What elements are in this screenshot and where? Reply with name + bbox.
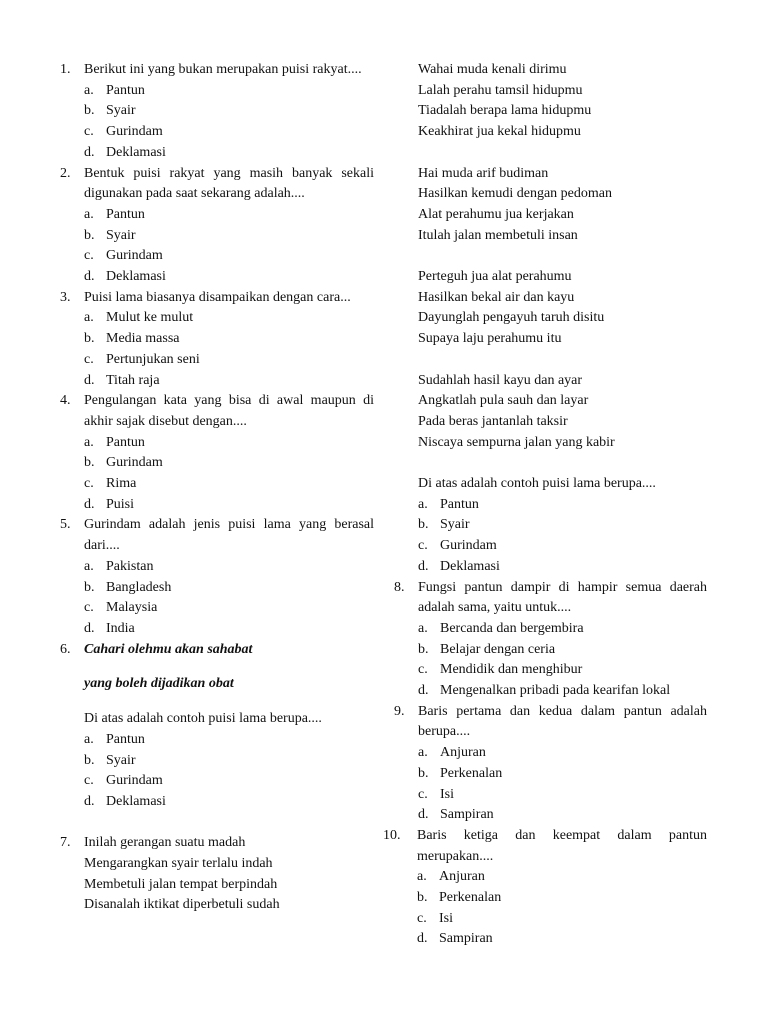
option-c (418, 660, 707, 681)
option-text: Mengenalkan pribadi pada kearifan lokal (440, 683, 671, 699)
option-letter: c. (418, 538, 428, 554)
verse-line: Dayunglah pengayuh taruh disitu (418, 310, 605, 326)
option-letter: d. (84, 496, 95, 512)
question-number: 10. (383, 827, 401, 843)
option-text: Deklamasi (440, 558, 500, 574)
option-b (418, 515, 707, 536)
stanza-3 (418, 164, 707, 247)
verse-line: Membetuli jalan tempat berpindah (84, 876, 278, 892)
verse-line: Disanalah iktikat diperbetuli sudah (84, 897, 280, 913)
option-letter: a. (418, 496, 428, 512)
verse-line: Perteguh jua alat perahumu (418, 269, 572, 284)
option-d (84, 371, 374, 392)
option-c (84, 598, 374, 619)
option-text: Isi (440, 786, 454, 802)
option-text: Syair (440, 517, 470, 533)
option-c (417, 909, 707, 930)
option-letter: b. (84, 227, 95, 243)
question-7 (60, 833, 374, 916)
option-letter: d. (84, 269, 95, 285)
option-text: Belajar dengan ceria (440, 641, 556, 657)
question-number: 8. (394, 579, 405, 595)
option-text: Malaysia (106, 600, 158, 616)
question-3 (60, 288, 374, 392)
option-letter: a. (417, 869, 427, 885)
option-letter: d. (84, 620, 95, 636)
option-b (84, 101, 374, 122)
option-letter: c. (84, 773, 94, 789)
option-text: Puisi (106, 496, 135, 512)
option-letter: d. (418, 558, 429, 574)
option-c (84, 350, 374, 371)
option-b (84, 578, 374, 599)
option-letter: b. (418, 517, 429, 533)
verse-line: Hasilkan bekal air dan kayu (418, 289, 575, 305)
option-a (84, 205, 374, 226)
question-stem: Pengulangan kata yang bisa di awal maupun di akhir sajak disebut dengan.... (84, 393, 374, 429)
question-10 (383, 826, 707, 950)
option-text: India (106, 620, 135, 636)
option-d (417, 929, 707, 950)
verse-line: Tiadalah berapa lama hidupmu (418, 103, 592, 119)
option-letter: b. (84, 455, 95, 471)
option-letter: c. (84, 600, 94, 616)
question-8 (394, 578, 707, 702)
option-text: Gurindam (106, 248, 163, 264)
option-letter: c. (418, 662, 428, 678)
option-text: Perkenalan (439, 890, 502, 906)
verse-line: Hasilkan kemudi dengan pedoman (418, 186, 613, 202)
option-text: Titah raja (106, 372, 160, 388)
option-a (84, 557, 374, 578)
verse-line: Hai muda arif budiman (418, 165, 549, 181)
option-a (418, 495, 707, 516)
question-1 (60, 60, 374, 164)
option-text: Pakistan (106, 558, 154, 574)
option-b (84, 226, 374, 247)
option-a (418, 619, 707, 640)
option-letter: a. (84, 558, 94, 574)
option-text: Sampiran (439, 931, 493, 947)
question-7-continued (394, 60, 707, 578)
option-text: Gurindam (440, 538, 497, 554)
option-c (418, 785, 707, 806)
option-letter: b. (84, 331, 95, 347)
question-stem: Baris pertama dan kedua dalam pantun adalah berupa.... (418, 703, 707, 740)
verse-line: yang boleh dijadikan obat (84, 676, 234, 692)
option-text: Pantun (106, 731, 145, 747)
option-a (418, 743, 707, 764)
option-a (417, 867, 707, 888)
option-letter: a. (84, 310, 94, 326)
question-4 (60, 391, 374, 515)
option-text: Gurindam (106, 773, 163, 789)
option-text: Mulut ke mulut (106, 310, 194, 326)
stanza-1 (84, 833, 374, 916)
option-letter: b. (84, 103, 95, 119)
option-b (418, 764, 707, 785)
option-letter: b. (84, 752, 95, 768)
verse-line: Niscaya sempurna jalan yang kabir (418, 434, 615, 450)
option-b (84, 751, 374, 772)
verse-line: Supaya laju perahumu itu (418, 331, 562, 347)
question-stem: Di atas adalah contoh puisi lama berupa.... (84, 711, 322, 727)
option-letter: c. (84, 476, 94, 492)
option-text: Rima (106, 476, 137, 492)
option-c (84, 246, 374, 267)
option-b (84, 329, 374, 350)
option-b (418, 640, 707, 661)
option-text: Isi (439, 910, 453, 926)
option-letter: b. (418, 641, 429, 657)
option-text: Syair (106, 227, 136, 243)
option-text: Pantun (106, 82, 145, 98)
question-2 (60, 164, 374, 288)
question-number: 3. (60, 289, 71, 305)
stanza-4 (418, 267, 707, 350)
question-stem: Berikut ini yang bukan merupakan puisi rakyat.... (84, 62, 362, 77)
option-text: Bangladesh (106, 579, 172, 595)
option-d (84, 143, 374, 164)
option-text: Pantun (440, 496, 479, 512)
option-letter: b. (417, 890, 428, 906)
option-text: Pertunjukan seni (106, 351, 200, 367)
option-text: Perkenalan (440, 765, 503, 781)
option-text: Anjuran (439, 869, 485, 885)
option-letter: d. (418, 683, 429, 699)
option-text: Pantun (106, 434, 145, 450)
verse-line: Lalah perahu tamsil hidupmu (418, 82, 583, 98)
question-number: 7. (60, 835, 71, 851)
option-letter: b. (418, 765, 429, 781)
verse-line: Mengarangkan syair terlalu indah (84, 856, 273, 871)
question-number: 4. (60, 393, 71, 409)
option-text: Bercanda dan bergembira (440, 620, 584, 636)
option-letter: c. (84, 248, 94, 264)
option-letter: a. (418, 620, 428, 636)
option-letter: c. (417, 910, 427, 926)
option-text: Syair (106, 103, 136, 119)
option-text: Anjuran (440, 745, 486, 761)
option-letter: b. (84, 579, 95, 595)
option-b (417, 888, 707, 909)
verse-line: Angkatlah pula sauh dan layar (418, 393, 589, 409)
option-text: Sampiran (440, 807, 494, 823)
option-letter: a. (84, 434, 94, 450)
option-letter: d. (84, 372, 95, 388)
question-stem: Di atas adalah contoh puisi lama berupa.... (418, 476, 656, 491)
option-d (418, 681, 707, 702)
option-a (84, 308, 374, 329)
question-stem: Fungsi pantun dampir di hampir semua daerah adalah sama, yaitu untuk.... (418, 579, 707, 616)
verse-line: Alat perahumu jua kerjakan (418, 206, 574, 222)
option-c (84, 771, 374, 792)
option-d (418, 557, 707, 578)
question-number: 5. (60, 517, 71, 533)
right-column (383, 60, 707, 950)
option-text: Deklamasi (106, 793, 166, 809)
option-letter: a. (84, 206, 94, 222)
question-stem: Puisi lama biasanya disampaikan dengan cara... (84, 289, 351, 305)
verse-line: Sudahlah hasil kayu dan ayar (418, 372, 583, 388)
option-letter: d. (84, 793, 95, 809)
option-c (84, 122, 374, 143)
question-5 (60, 515, 374, 639)
option-text: Mendidik dan menghibur (440, 662, 583, 678)
option-text: Pantun (106, 206, 145, 222)
verse-line: Wahai muda kenali dirimu (418, 62, 567, 77)
stanza-5 (418, 371, 707, 454)
question-stem: Baris ketiga dan keempat dalam pantun merupakan.... (417, 827, 707, 864)
option-text: Deklamasi (106, 269, 166, 285)
option-letter: c. (418, 786, 428, 802)
option-text: Media massa (106, 331, 180, 347)
verse-line: Cahari olehmu akan sahabat (84, 641, 253, 657)
option-letter: c. (84, 351, 94, 367)
option-letter: a. (418, 745, 428, 761)
question-number: 2. (60, 165, 71, 181)
option-text: Syair (106, 752, 136, 768)
option-d (84, 792, 374, 813)
option-d (84, 619, 374, 640)
option-letter: d. (418, 807, 429, 823)
question-stem: Bentuk puisi rakyat yang masih banyak sekali digunakan pada saat sekarang adalah.... (84, 165, 374, 202)
option-c (84, 474, 374, 495)
option-letter: d. (417, 931, 428, 947)
option-a (84, 81, 374, 102)
option-a (84, 433, 374, 454)
option-d (84, 267, 374, 288)
option-letter: a. (84, 82, 94, 98)
option-text: Gurindam (106, 455, 163, 471)
stanza-2 (418, 60, 707, 143)
option-letter: c. (84, 124, 94, 140)
option-letter: a. (84, 731, 94, 747)
left-column (60, 60, 374, 916)
option-d (84, 495, 374, 516)
option-b (84, 453, 374, 474)
verse-line: Keakhirat jua kekal hidupmu (418, 124, 581, 140)
question-number: 6. (60, 641, 71, 657)
question-number: 1. (60, 62, 71, 77)
verse-line: Inilah gerangan suatu madah (84, 835, 246, 851)
option-letter: d. (84, 144, 95, 160)
question-stem: Gurindam adalah jenis puisi lama yang berasal dari.... (84, 517, 374, 554)
question-9 (394, 702, 707, 826)
verse-line: Pada beras jantanlah taksir (418, 413, 568, 429)
option-d (418, 805, 707, 826)
option-c (418, 536, 707, 557)
option-text: Gurindam (106, 124, 163, 140)
question-6 (60, 640, 374, 813)
verse-line: Itulah jalan membetuli insan (418, 227, 578, 243)
question-number: 9. (394, 703, 405, 719)
option-text: Deklamasi (106, 144, 166, 160)
option-a (84, 730, 374, 751)
